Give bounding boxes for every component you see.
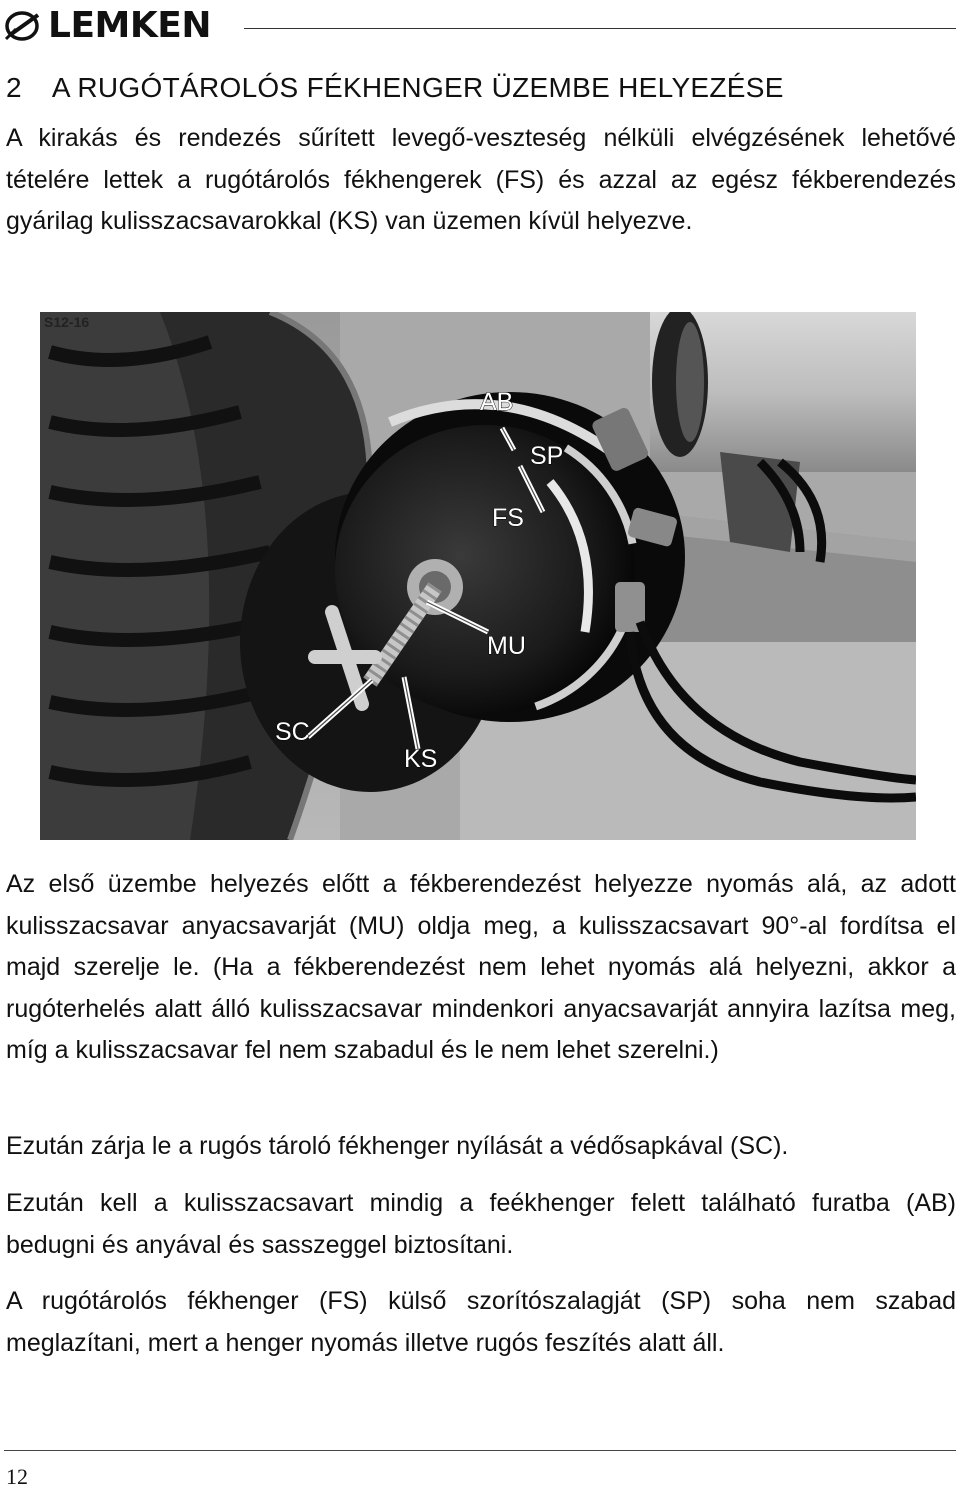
- header-rule: [244, 28, 956, 29]
- label-sc: SC: [275, 718, 310, 746]
- label-ab: AB: [480, 388, 514, 416]
- section-title: A RUGÓTÁROLÓS FÉKHENGER ÜZEMBE HELYEZÉSE: [51, 72, 784, 103]
- section-heading: [6, 72, 784, 104]
- intro-paragraph: A kirakás és rendezés sűrített levegő-veszteség nélküli elvégzésének lehetővé tételére lettek a rugótárolós fékhengerek (FS) és azzal az egész fékberendezés gyárilag kulisszacsavarokkal (KS) van üzemen kívül helyezve.: [6, 124, 956, 235]
- section-number: 2: [6, 72, 22, 103]
- instruction-paragraph-2: Ezután zárja le a rugós tároló fékhenger nyílását a védősapkával (SC).: [6, 1132, 789, 1160]
- page-number: 12: [6, 1464, 28, 1489]
- label-sp: SP: [530, 442, 564, 470]
- footer-rule: [4, 1450, 956, 1451]
- lemken-logo: [4, 6, 211, 46]
- lemken-emblem-icon: [4, 9, 44, 43]
- label-fs: FS: [492, 504, 524, 532]
- brake-cylinder-photo: [40, 312, 916, 840]
- page-header: [0, 0, 960, 50]
- brand-name: LEMKEN: [48, 5, 211, 46]
- label-mu: MU: [487, 632, 526, 660]
- label-ks: KS: [404, 745, 438, 773]
- figure-id: S12-16: [44, 314, 90, 330]
- instruction-paragraph-3: Ezután kell a kulisszacsavart mindig a feékhenger felett található furatba (AB) bedugni és anyával és sasszeggel biztosítani.: [6, 1189, 956, 1259]
- warning-paragraph: A rugótárolós fékhenger (FS) külső szorítószalagját (SP) soha nem szabad meglazítani, mert a henger nyomás illetve rugós feszítés alatt áll.: [6, 1287, 956, 1357]
- instruction-paragraph-1: Az első üzembe helyezés előtt a fékberendezést helyezze nyomás alá, az adott kulisszacsavar anyacsavarját (MU) oldja meg, a kulisszacsavart 90°-al fordítsa el majd szerelje le. (Ha a fékberendezést nem lehet nyomás alá helyezni, akkor a rugóterhelés alatt álló kulisszacsavar mindenkori anyacsavarját annyira lazítsa meg, míg a kulisszacsavar fel nem szabadul és le nem lehet szerelni.): [6, 870, 956, 1064]
